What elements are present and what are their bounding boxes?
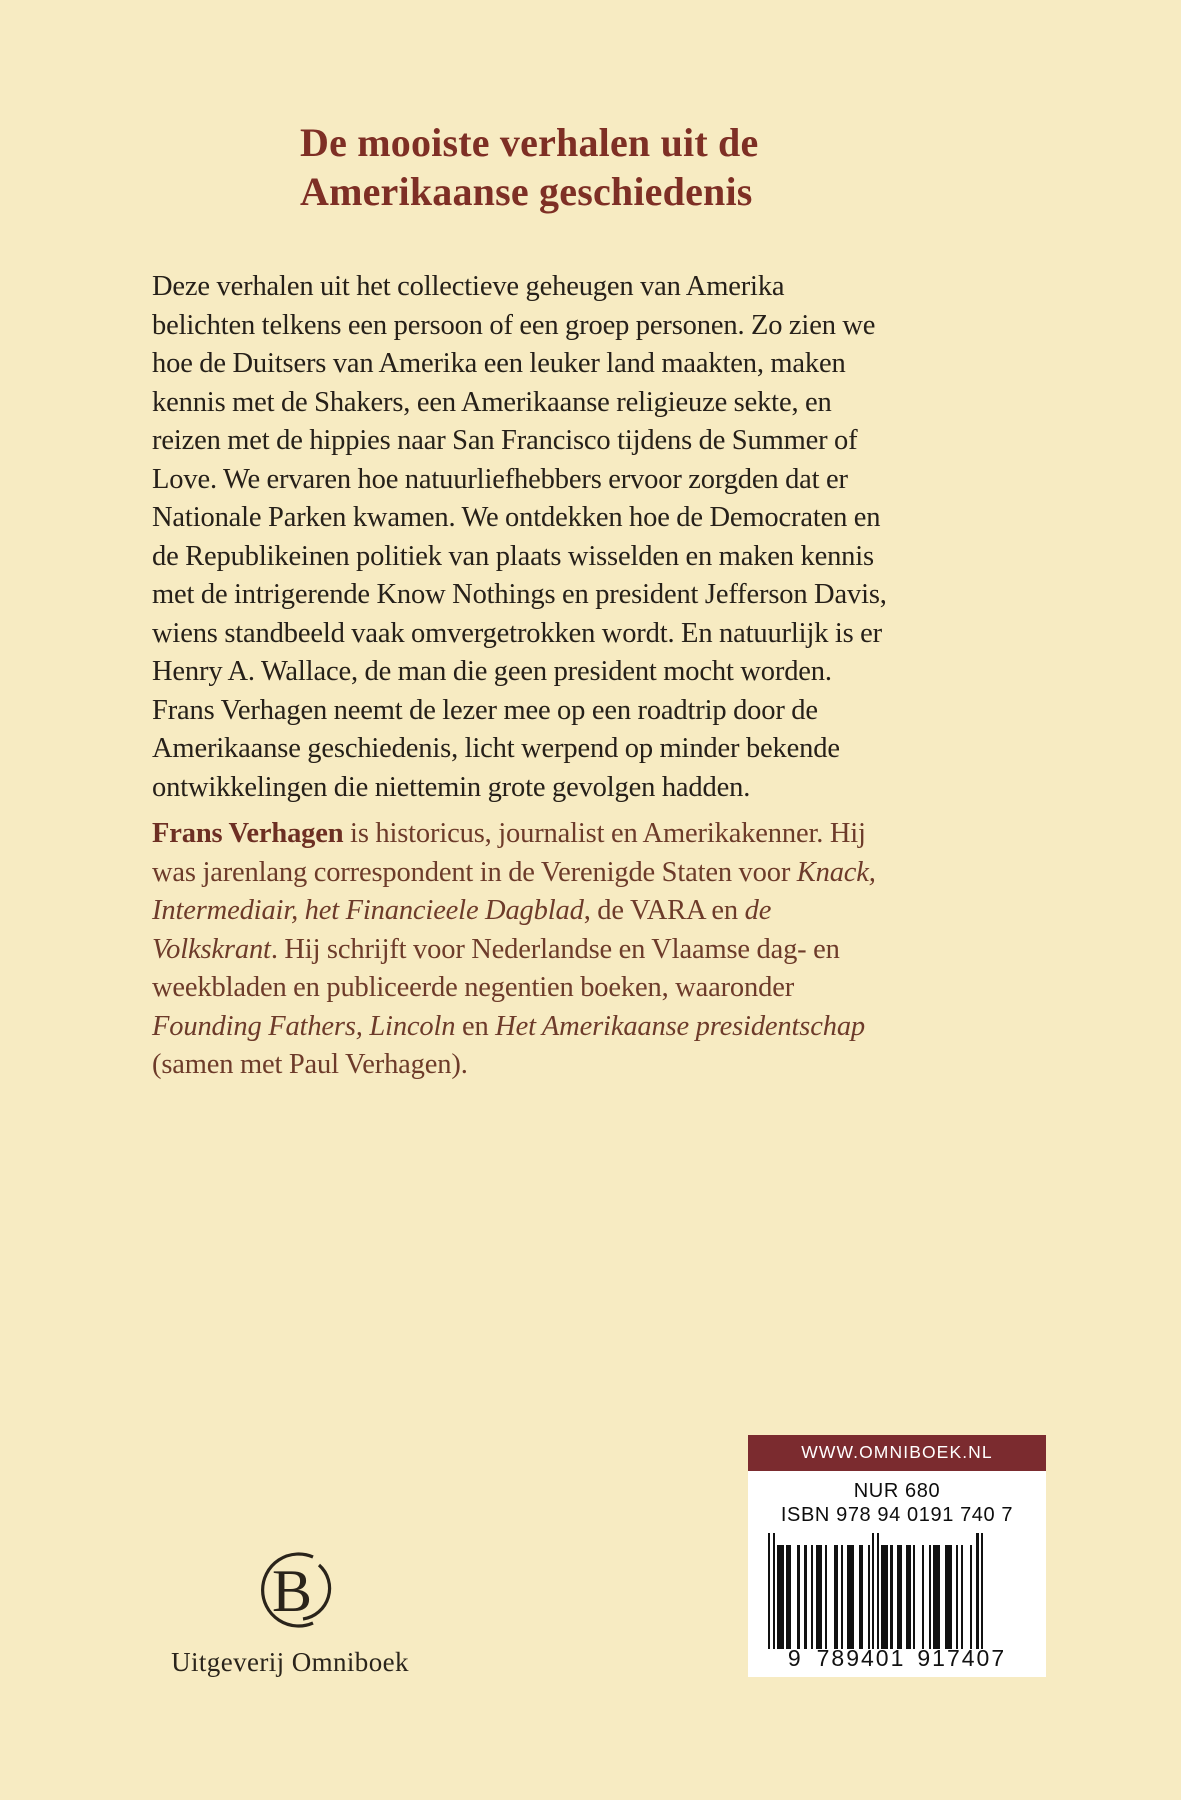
bio-segment-5: (samen met Paul Verhagen). — [152, 1049, 468, 1080]
bio-segment-3: . Hij schrijft voor Nederlandse en Vlaamse dag- en weekbladen en publiceerde negentien boeken, waaronder — [152, 933, 840, 1003]
page-title — [300, 118, 1100, 216]
logo-letter-b: B — [271, 1558, 313, 1624]
title-line-1: De mooiste verhalen uit de — [300, 120, 759, 165]
nur-code: NUR 680 — [853, 1479, 941, 1502]
barcode-block — [748, 1435, 1046, 1677]
author-bio-paragraph — [152, 815, 894, 1085]
ean-right-group: 917407 — [917, 1644, 1007, 1671]
omniboek-logo-icon — [235, 1535, 345, 1645]
bio-segment-2: , de VARA en — [583, 895, 745, 926]
blurb-paragraph-1: Deze verhalen uit het collectieve geheugen van Amerika belichten telkens een persoon of een groep personen. Zo zien we hoe de Duitsers van Amerika een leuker land maakten, maken kennis met de Shakers, een Amerikaanse religieuze sekte, en reizen met de hippies naar San Francisco tijdens de Summer of Love. We ervaren hoe natuurliefhebbers ervoor zorgden dat er Nationale Parken kwamen. We ontdekken hoe de Democraten en de Republikeinen politiek van plaats wisselden en maken kennis met de intrigerende Know Nothings en president Jefferson Davis, wiens standbeeld vaak omvergetrokken wordt. En natuurlijk is er Henry A. Wallace, de man die geen president mocht worden. — [152, 271, 887, 687]
bio-italic-2: de Volkskrant — [152, 895, 772, 965]
isbn-code: ISBN 978 94 0191 740 7 — [780, 1503, 1014, 1526]
publisher-website-banner[interactable]: WWW.OMNIBOEK.NL — [748, 1435, 1046, 1471]
bio-segment-4: en — [455, 1010, 496, 1042]
bio-italic-4: Het Amerikaanse presidentschap — [495, 1010, 866, 1042]
blurb-section — [152, 268, 894, 807]
bio-italic-3: Founding Fathers, Lincoln — [152, 1010, 456, 1042]
bio-segment-1: is historicus, journalist en Amerikakenner. Hij was jarenlang correspondent in de Verenigde Staten voor — [152, 818, 866, 888]
barcode-meta — [748, 1471, 1046, 1527]
blurb-paragraph-2: Frans Verhagen neemt de lezer mee op een roadtrip door de Amerikaanse geschiedenis, licht werpend op minder bekende ontwikkelingen die niettemin grote gevolgen hadden. — [152, 694, 840, 803]
ean-lead-digit: 9 — [787, 1644, 803, 1671]
barcode-bars-wrap — [748, 1527, 1046, 1649]
publisher-logo-block — [150, 1535, 430, 1678]
ean13-digits — [748, 1644, 1046, 1677]
bio-italic-1: Knack, Intermediair, het Financieele Dagblad — [152, 856, 876, 926]
ean-left-group: 789401 — [816, 1644, 906, 1671]
author-name: Frans Verhagen — [152, 818, 344, 849]
publisher-name: Uitgeverij Omniboek — [171, 1647, 409, 1677]
author-bio-section — [152, 815, 894, 1085]
ean13-barcode — [768, 1533, 1026, 1649]
title-line-2: Amerikaanse geschiedenis — [300, 169, 753, 214]
